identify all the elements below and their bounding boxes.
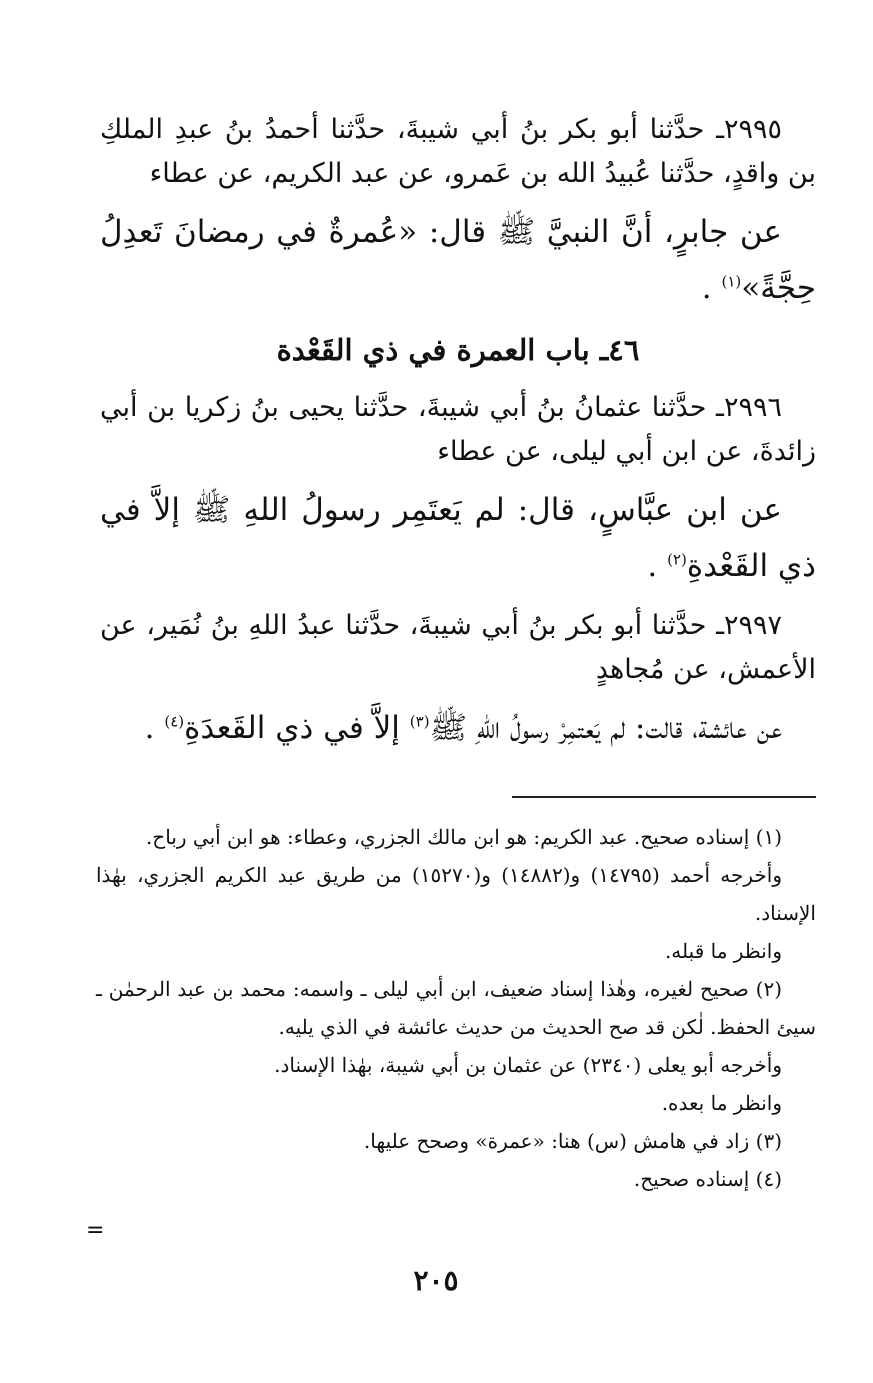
hadith-2995-matn: عن جابرٍ، أنَّ النبيَّ ﷺ قال: «عُمرةٌ في رمضانَ تَعدِلُ حِجَّةً»$^{(١)}$ . [100, 214, 816, 306]
footnote-2: (٢) صحيح لغيره، وهٰذا إسناد ضعيف، ابن أبي ليلى ـ واسمه: محمد بن عبد الرحمٰن ـ سيئ الحفظ. لٰكن قد صح الحديث من حديث عائشة في الذي يليه. [96, 977, 816, 1039]
footnotes [96, 818, 816, 1198]
chapter-heading: ٤٦ـ باب العمرة في ذي القَعْدة [276, 333, 640, 367]
main-text [100, 108, 816, 766]
hadith-2997-isnad: ٢٩٩٧ـ حدَّثنا أبو بكر بنُ أبي شيبةَ، حدَّثنا عبدُ اللهِ بنُ نُمَير، عن الأعمش، عن مُجاهدٍ [100, 610, 816, 685]
footnote-ref-4[interactable]: (٤) [164, 712, 185, 731]
footnote-2-see: وانظر ما بعده. [661, 1091, 782, 1115]
footnote-ref-2[interactable]: (٢) [667, 550, 687, 569]
hadith-2995-isnad: ٢٩٩٥ـ حدَّثنا أبو بكر بنُ أبي شيبةَ، حدَّثنا أحمدُ بنُ عبدِ الملكِ بن واقدٍ، حدَّثنا عُبيدُ الله بن عَمرو، عن عبد الكريم، عن عطاء [100, 114, 816, 189]
footnote-3: (٣) زاد في هامش (س) هنا: «عمرة» وصحح عليها. [363, 1129, 782, 1153]
footnote-ref-1[interactable]: (١) [721, 272, 742, 291]
hadith-2997-matn: عن عائشة، قالت: لم يَعتمِرْ رسولُ اللهِ ﷺ$^{(٣)}$ إلاَّ في ذي القَعدَةِ$^{(٤)}$ . [144, 710, 782, 746]
footnote-1-see: وانظر ما قبله. [664, 939, 782, 963]
page-number: ٢٠٥ [413, 1264, 459, 1297]
footnote-separator [512, 796, 816, 798]
continuation-mark: = [86, 1218, 105, 1243]
footnote-4: (٤) إسناده صحيح. [633, 1167, 782, 1191]
footnote-1-takhrij: وأخرجه أحمد (١٤٧٩٥) و(١٤٨٨٢) و(١٥٢٧٠) من طريق عبد الكريم الجزري، بهٰذا الإسناد. [96, 863, 816, 925]
footnote-1: (١) إسناده صحيح. عبد الكريم: هو ابن مالك الجزري، وعطاء: هو ابن أبي رباح. [145, 825, 782, 849]
hadith-2996-isnad: ٢٩٩٦ـ حدَّثنا عثمانُ بنُ أبي شيبةَ، حدَّثنا يحيى بنُ زكريا بن أبي زائدةَ، عن ابن أبي ليلى، عن عطاء [100, 392, 816, 467]
hadith-2996-matn: عن ابن عبَّاسٍ، قال: لم يَعتَمِر رسولُ اللهِ ﷺ إلاَّ في ذي القَعْدةِ$^{(٢)}$ . [100, 492, 816, 584]
footnote-ref-3[interactable]: (٣) [409, 712, 430, 731]
footnote-2-takhrij: وأخرجه أبو يعلى (٢٣٤٠) عن عثمان بن أبي شيبة، بهٰذا الإسناد. [274, 1053, 782, 1077]
